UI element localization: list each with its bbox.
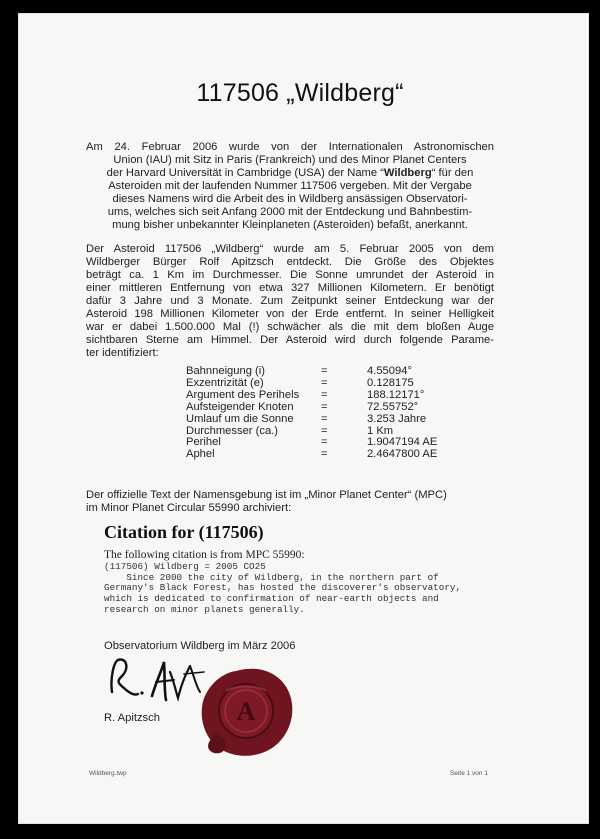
paragraph-line: ter identifiziert: bbox=[86, 347, 159, 359]
parameter-value: 0.128175 bbox=[367, 376, 414, 389]
paragraph-line: mung bisher unbekannter Kleinplaneten (Asteroiden) befaßt, anerkannt. bbox=[112, 219, 468, 231]
parameter-name: Aufsteigender Knoten bbox=[186, 400, 294, 413]
parameter-name: Argument des Perihels bbox=[186, 388, 300, 401]
parameter-row bbox=[186, 390, 487, 402]
paragraph-line: Wildberger Bürger Rolf Apitzsch entdeckt. Die Größe des Objektes bbox=[86, 256, 494, 268]
parameter-name: Perihel bbox=[186, 436, 221, 449]
citation-intro: The following citation is from MPC 55990: bbox=[104, 549, 305, 561]
footer-filename: Wildberg.twp bbox=[89, 770, 127, 777]
parameter-value: 1 Km bbox=[367, 424, 394, 437]
asteroid-name-bold: Wildberg bbox=[383, 167, 432, 179]
paragraph-naming bbox=[86, 141, 494, 232]
parameter-value: 188.12171° bbox=[367, 388, 425, 401]
official-text-line: Der offizielle Text der Namensgebung ist im „Minor Planet Center“ (MPC) bbox=[86, 489, 447, 501]
parameter-row bbox=[186, 414, 487, 426]
parameter-row bbox=[186, 437, 487, 449]
parameter-value: 3.253 Jahre bbox=[367, 412, 427, 425]
parameter-equals: = bbox=[321, 424, 328, 437]
parameter-row bbox=[186, 402, 487, 414]
citation-heading: Citation for (117506) bbox=[104, 522, 264, 542]
parameter-name: Bahnneigung (i) bbox=[186, 365, 265, 377]
parameter-equals: = bbox=[321, 412, 328, 425]
wax-seal bbox=[196, 663, 296, 759]
parameter-name: Durchmesser (ca.) bbox=[186, 424, 279, 437]
parameter-name: Exzentrizität (e) bbox=[186, 376, 264, 389]
citation-line: Germany's Black Forest, has hosted the discoverer's observatory, bbox=[104, 582, 462, 594]
paragraph-line: Asteroiden mit der laufenden Nummer 117506 vergeben. Mit der Vergabe bbox=[108, 180, 472, 192]
parameter-equals: = bbox=[321, 388, 328, 401]
paragraph-line: Der Asteroid 117506 „Wildberg“ wurde am 5. Februar 2005 von dem bbox=[86, 243, 494, 255]
paragraph-line: ums, welches sich seit Anfang 2000 mit der Entdeckung und Bahnbestim- bbox=[107, 206, 473, 218]
seal-monogram: A bbox=[236, 697, 256, 726]
parameter-equals: = bbox=[321, 436, 328, 449]
paragraph-line: Asteroid 198 Millionen Kilometer von der Erde entfernt. In seiner Helligkeit bbox=[86, 308, 494, 320]
orbital-parameters-table bbox=[186, 366, 487, 461]
parameter-value: 2.4647800 AE bbox=[367, 448, 438, 461]
parameter-equals: = bbox=[321, 376, 328, 389]
parameter-value: 4.55094° bbox=[367, 365, 412, 377]
parameter-equals: = bbox=[321, 448, 328, 461]
paragraph-line: dieses Namens wird die Arbeit des in Wildberg ansässigen Observatori- bbox=[112, 193, 468, 205]
paragraph-line: beträgt ca. 1 Km im Durchmesser. Die Sonne umrundet der Asteroid in bbox=[86, 269, 494, 281]
citation-text bbox=[104, 562, 504, 616]
paragraph-line: einer mittleren Entfernung von etwa 327 Millionen Kilometern. Er benötigt bbox=[86, 282, 494, 294]
parameter-row bbox=[186, 449, 487, 461]
paragraph-line: dafür 3 Jahre und 3 Monate. Zum Zeitpunkt seiner Entdeckung war der bbox=[86, 295, 494, 307]
citation-line: (117506) Wildberg = 2005 CO25 bbox=[104, 561, 266, 572]
citation-line: which is dedicated to confirmation of near-earth objects and bbox=[104, 593, 439, 605]
parameter-value: 1.9047194 AE bbox=[367, 436, 438, 449]
paragraph-line: war er dabei 1.500.000 Mal (!) schwächer als die mit dem bloßen Auge bbox=[86, 321, 494, 333]
paragraph-description bbox=[86, 243, 494, 360]
paragraph-line: Am 24. Februar 2006 wurde von der Internationalen Astronomischen bbox=[86, 141, 494, 153]
parameter-name: Aphel bbox=[186, 448, 215, 461]
parameter-value: 72.55752° bbox=[367, 400, 419, 413]
parameter-equals: = bbox=[321, 400, 328, 413]
citation-line: research on minor planets generally. bbox=[104, 603, 305, 615]
signer-name: R. Apitzsch bbox=[104, 712, 160, 724]
paragraph-line: sichtbaren Sterne am Himmel. Der Asteroid wird durch folgende Parame- bbox=[86, 334, 494, 346]
official-text-note bbox=[86, 489, 506, 515]
place-date: Observatorium Wildberg im März 2006 bbox=[104, 640, 296, 652]
parameter-equals: = bbox=[321, 365, 328, 377]
paragraph-line: Union (IAU) mit Sitz in Paris (Frankreich) und des Minor Planet Centers bbox=[113, 154, 467, 166]
footer-page-number: Seite 1 von 1 bbox=[450, 770, 488, 777]
document-title: 117506 „Wildberg“ bbox=[196, 79, 404, 107]
citation-line: Since 2000 the city of Wildberg, in the northern part of bbox=[104, 571, 439, 583]
parameter-name: Umlauf um die Sonne bbox=[186, 412, 294, 425]
official-text-line: im Minor Planet Circular 55990 archiviert: bbox=[86, 502, 292, 514]
parameter-row bbox=[186, 426, 487, 438]
paragraph-line: der Harvard Universität in Cambridge (USA) der Name “Wildberg“ für den bbox=[106, 167, 474, 179]
